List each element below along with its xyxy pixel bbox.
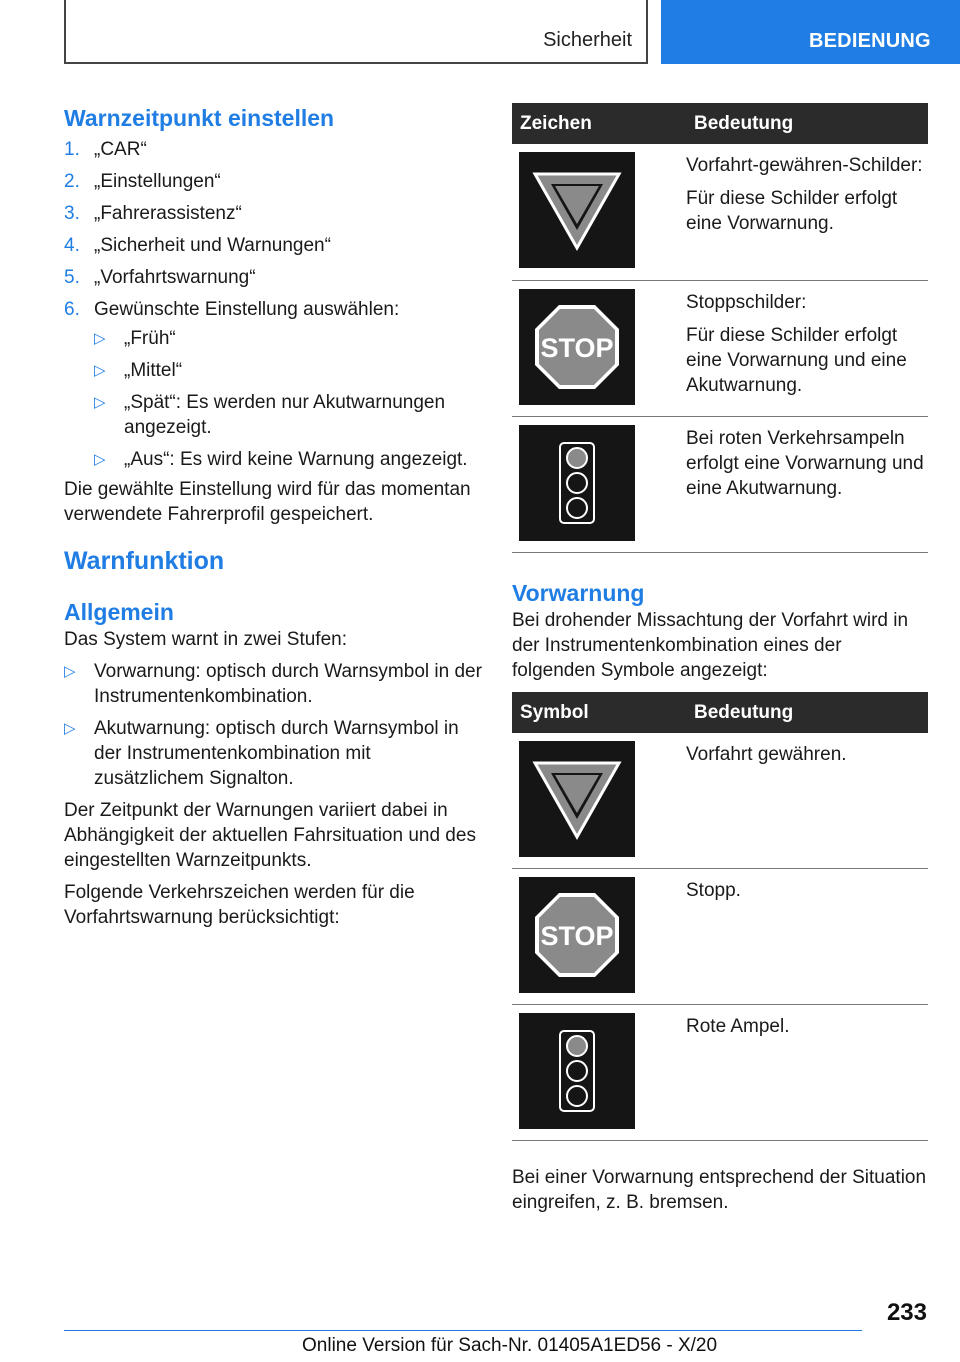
header-section-title: Sicherheit <box>543 29 632 51</box>
traffic-signs-table <box>512 103 928 553</box>
triangle-bullet-icon: ▷ <box>64 720 76 737</box>
list-item: 2. „Einstellungen“ <box>64 171 221 192</box>
yield-sign-icon <box>519 741 635 857</box>
heading-vorwarnung: Vorwarnung <box>512 579 645 606</box>
table-header-symbol: Symbol <box>512 692 676 733</box>
svg-text:STOP: STOP <box>540 921 614 951</box>
paragraph-folgende: Folgende Verkehrszeichen werden für die Vorfahrtswarnung berücksichtigt: <box>64 882 415 928</box>
list-item: 4. „Sicherheit und Warnungen“ <box>64 235 331 256</box>
traffic-light-icon <box>519 425 635 541</box>
table-row: Vorfahrt-gewähren-Schilder: Für diese Schilder erfolgt eine Vorwarnung. <box>512 144 928 280</box>
list-item: ▷ Vorwarnung: optisch durch Warnsymbol in der Instrumentenkombination. <box>64 661 482 707</box>
triangle-bullet-icon: ▷ <box>64 663 76 680</box>
options-list <box>94 326 482 472</box>
list-item: 6. Gewünschte Einstellung auswählen: ▷ „Früh“ ▷ „Mittel“ ▷ „Spät“: Es werden nur Akutwarnungen angezeigt. ▷ „Aus“: Es wird keine Warnung angezeigt. <box>64 297 482 472</box>
list-item: ▷ „Früh“ <box>94 328 176 349</box>
paragraph-zeitpunkt: Der Zeitpunkt der Warnungen variiert dabei in Abhängigkeit der aktuellen Fahrsituation und des eingestellten Warnzeitpunkts. <box>64 800 476 871</box>
table-row: Vorfahrt gewähren. <box>512 733 928 869</box>
table-header-bedeutung: Bedeutung <box>676 692 928 733</box>
paragraph-stufen: Das System warnt in zwei Stufen: <box>64 629 347 650</box>
heading-allgemein: Allgemein <box>64 599 174 625</box>
stop-sign-icon <box>519 289 635 405</box>
list-item: ▷ Akutwarnung: optisch durch Warnsymbol in der Instrumentenkombination mit zusätzlichem Signalton. <box>64 718 459 789</box>
table-row: Rote Ampel. <box>512 1005 928 1141</box>
footer-text: Online Version für Sach-Nr. 01405A1ED56 - X/20 <box>302 1335 718 1356</box>
steps-list <box>64 137 482 472</box>
triangle-bullet-icon: ▷ <box>94 330 106 347</box>
stop-sign-icon <box>519 877 635 993</box>
header-tab-label: BEDIENUNG <box>809 30 931 52</box>
left-column <box>64 103 482 937</box>
table-header-zeichen: Zeichen <box>512 103 676 144</box>
list-item: 1. „CAR“ <box>64 139 147 160</box>
stufen-list <box>64 659 482 791</box>
svg-text:STOP: STOP <box>540 332 614 363</box>
right-column <box>512 103 928 1222</box>
list-item: ▷ „Aus“: Es wird keine Warnung angezeigt. <box>94 449 468 470</box>
yield-sign-icon <box>519 152 635 268</box>
list-item: 3. „Fahrerassistenz“ <box>64 203 242 224</box>
page-number: 233 <box>886 1299 927 1326</box>
traffic-light-icon <box>519 1013 635 1129</box>
triangle-bullet-icon: ▷ <box>94 394 106 411</box>
triangle-bullet-icon: ▷ <box>94 362 106 379</box>
header-section-box <box>64 0 648 64</box>
heading-warnzeitpunkt: Warnzeitpunkt einstellen <box>64 105 335 131</box>
table-row: Bei roten Verkehrsampeln erfolgt eine Vorwarnung und eine Akutwarnung. <box>512 416 928 552</box>
table-row: STOP Stoppschilder: Für diese Schilder erfolgt eine Vorwarnung und eine Akutwarnung. <box>512 280 928 416</box>
list-item: ▷ „Mittel“ <box>94 360 183 381</box>
heading-warnfunktion: Warnfunktion <box>64 547 225 575</box>
table-header-bedeutung: Bedeutung <box>676 103 928 144</box>
paragraph-vorwarnung-intro: Bei drohender Missachtung der Vorfahrt wird in der Instrumentenkombination eines der folgenden Symbole angezeigt: <box>512 609 909 681</box>
list-item: ▷ „Spät“: Es werden nur Akutwarnungen angezeigt. <box>94 392 446 438</box>
paragraph-saved: Die gewählte Einstellung wird für das momentan verwendete Fahrerprofil gespeichert. <box>64 479 471 525</box>
list-item: 5. „Vorfahrtswarnung“ <box>64 267 256 288</box>
header-tab-bedienung[interactable] <box>661 0 960 64</box>
paragraph-vorwarnung-end: Bei einer Vorwarnung entsprechend der Situation eingreifen, z. B. bremsen. <box>512 1167 927 1213</box>
symbols-table <box>512 692 928 1142</box>
table-row: STOP Stopp. <box>512 869 928 1005</box>
footer-divider <box>64 1330 862 1331</box>
triangle-bullet-icon: ▷ <box>94 451 106 468</box>
